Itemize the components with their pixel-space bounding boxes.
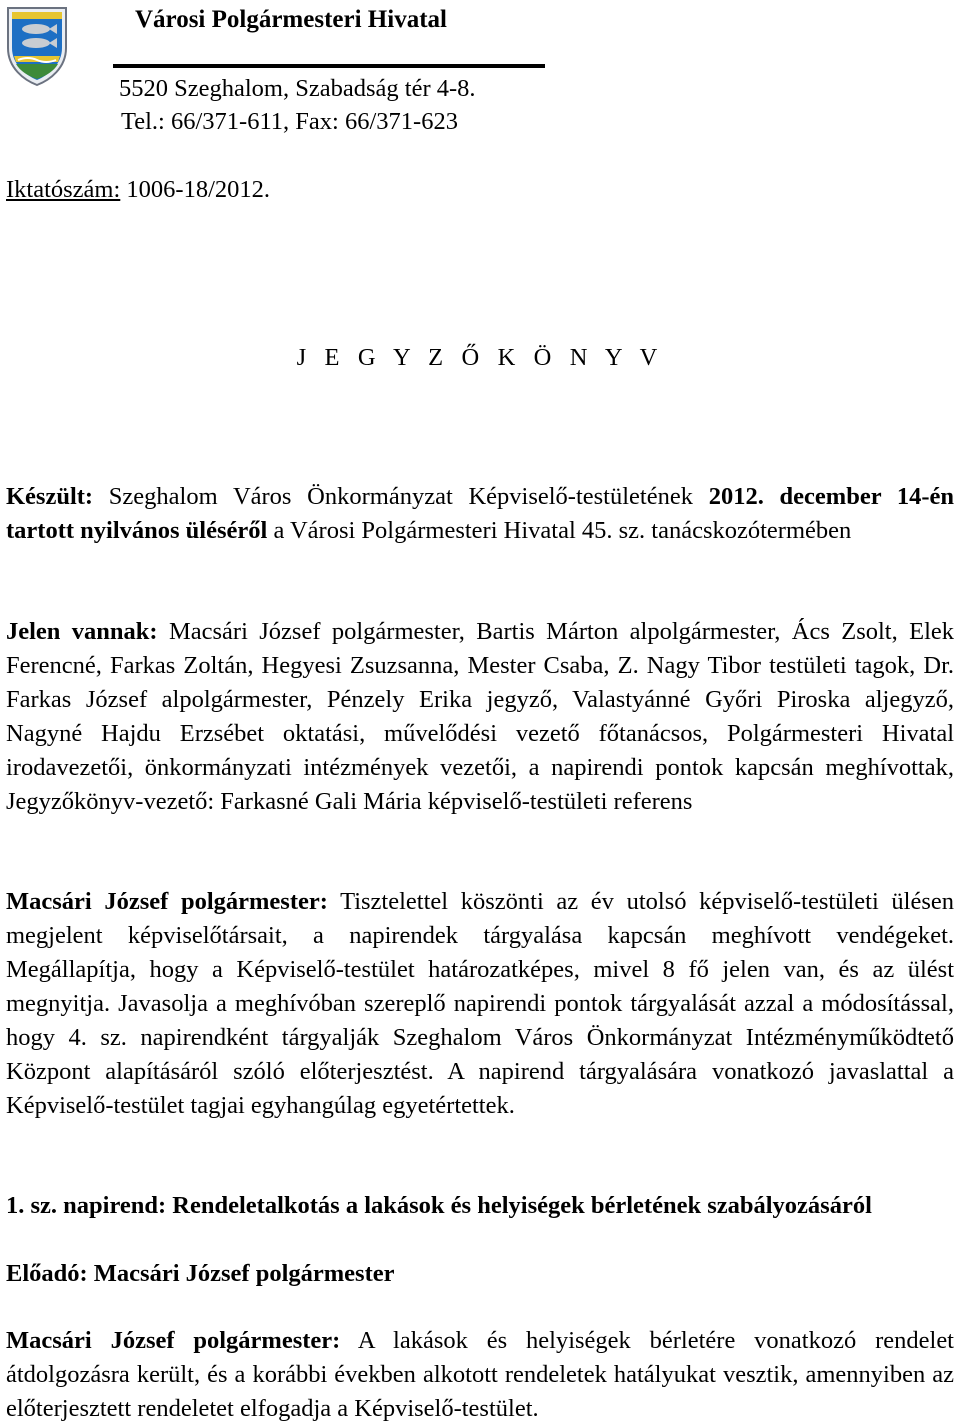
speech-speaker: Macsári József polgármester: xyxy=(6,1327,341,1354)
agenda-presenter xyxy=(6,1257,954,1291)
registration-label: Iktatószám: xyxy=(6,176,121,203)
attendees-paragraph xyxy=(6,615,954,819)
coat-of-arms-icon xyxy=(4,4,70,88)
office-address: 5520 Szeghalom, Szabadság tér 4-8. xyxy=(119,75,476,102)
office-phone: Tel.: 66/371-611, Fax: 66/371-623 xyxy=(121,108,458,135)
intro-text-2: a Városi Polgármesteri Hivatal 45. sz. tanácskozótermében xyxy=(267,517,852,544)
office-name: Városi Polgármesteri Hivatal xyxy=(135,6,447,33)
intro-text-1: Szeghalom Város Önkormányzat Képviselő-testületének xyxy=(93,483,709,510)
opening-speaker: Macsári József polgármester: xyxy=(6,888,328,915)
registration-number xyxy=(6,176,270,204)
opening-text: Tisztelettel köszönti az év utolsó képviselő-testületi ülésen megjelent képviselőtársait, a napirendek tárgyalása kapcsán meghívott vendégeket. Megállapítja, hogy a Képviselő-testület határozatképes, mivel 8 fő jelen van, és az ülést megnyitja. Javasolja a meghívóban szereplő napirendi pontok tárgyalását azzal a módosítással, hogy 4. sz. napirendként tárgyalják Szeghalom Város Önkormányzat Intézményműködtető Központ alapításáról szóló előterjesztést. A napirend tárgyalására vonatkozó javaslattal a Képviselő-testület tagjai egyhangúlag egyetértettek. xyxy=(6,888,954,1119)
header-rule xyxy=(113,64,545,68)
agenda-presenter-text: Előadó: Macsári József polgármester xyxy=(6,1260,395,1287)
meeting-date: 2012. december 14-én tartott nyilvános üléséről xyxy=(6,483,955,544)
attendees-text: Macsári József polgármester, Bartis Márton alpolgármester, Ács Zsolt, Elek Ferencné, Farkas Zoltán, Hegyesi Zsuzsanna, Mester Csaba, Z. Nagy Tibor testületi tagok, Dr. Farkas József alpolgármester, Pénzely Erika jegyző, Valastyánné Győri Piroska aljegyző, Nagyné Hajdu Erzsébet oktatási, művelődési vezető főtanácsos, Polgármesteri Hivatal irodavezetői, önkormányzati intézmények vezetői, a napirendi pontok kapcsán meghívottak, Jegyzőkönyv-vezető: Farkasné Gali Mária képviselő-testületi referens xyxy=(6,618,954,815)
speech-text: A lakások és helyiségek bérletére vonatkozó rendelet átdolgozásra került, és a korábbi években alkotott rendeletek hatályukat vesztik, amennyiben az előterjesztett rendeletet elfogadja a Képviselő-testület. xyxy=(6,1327,954,1422)
attendees-label: Jelen vannak: xyxy=(6,618,158,645)
agenda-item-heading xyxy=(6,1189,954,1223)
intro-paragraph xyxy=(6,480,954,548)
opening-paragraph xyxy=(6,885,954,1123)
registration-value: 1006-18/2012. xyxy=(120,176,271,203)
document-title: J E G Y Z Ő K Ö N Y V xyxy=(296,344,664,371)
speech-paragraph xyxy=(6,1324,954,1426)
intro-label: Készült: xyxy=(6,483,94,510)
agenda-item-title: 1. sz. napirend: Rendeletalkotás a lakások és helyiségek bérletének szabályozásáról xyxy=(6,1192,872,1219)
